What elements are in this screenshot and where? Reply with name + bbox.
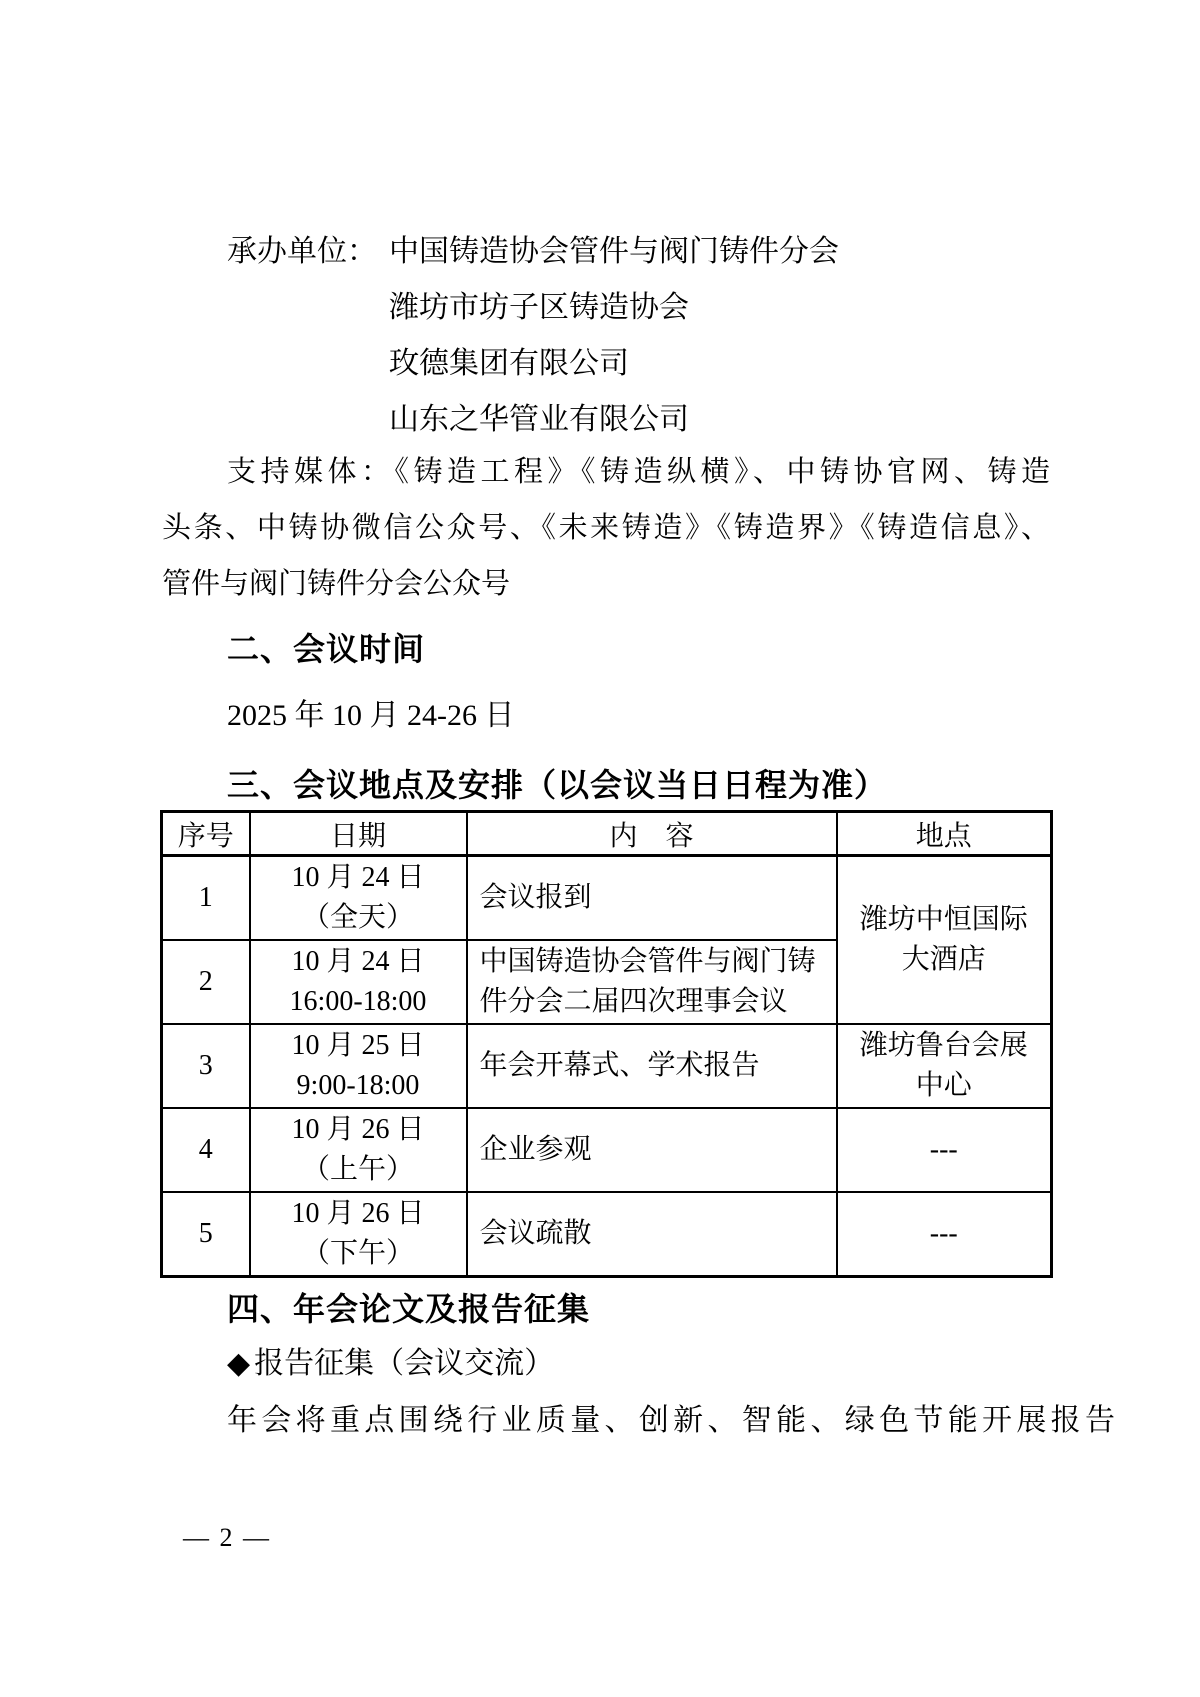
table-row	[162, 856, 1052, 941]
organizer-name: 中国铸造协会管件与阀门铸件分会	[389, 235, 839, 268]
organizer-name: 山东之华管业有限公司	[389, 403, 689, 436]
section-heading-venue: 三、会议地点及安排（以会议当日日程为准）	[227, 767, 888, 803]
cell-date	[250, 1192, 467, 1277]
cell-content	[467, 1024, 837, 1108]
cell-date	[250, 1108, 467, 1192]
cell-date	[250, 856, 467, 941]
organizer-line	[162, 280, 1062, 336]
cell-line: 潍坊中恒国际	[859, 904, 1028, 935]
table-header-row	[162, 812, 1052, 856]
organizer-line	[162, 336, 1062, 392]
cell-date	[250, 1024, 467, 1108]
cell-content	[467, 1192, 837, 1277]
cell-line: ---	[929, 1218, 958, 1249]
col-header-content: 内 容	[467, 812, 837, 856]
organizer-name: 玫德集团有限公司	[389, 347, 629, 380]
cell-line: 10 月 24 日	[291, 862, 425, 893]
organizer-label: 承办单位：	[227, 235, 377, 268]
media-line: 支持媒体：《铸造工程》《铸造纵横》、中铸协官网、铸造	[227, 456, 1050, 488]
cell-no: 5	[162, 1192, 250, 1277]
cell-no: 4	[162, 1108, 250, 1192]
section-heading-time: 二、会议时间	[227, 631, 426, 667]
cell-content	[467, 940, 837, 1024]
cell-venue	[837, 1192, 1052, 1277]
col-header-no: 序号	[162, 812, 250, 856]
cell-line: （全天）	[301, 902, 414, 933]
table-row	[162, 1108, 1052, 1192]
col-header-date: 日期	[250, 812, 467, 856]
cell-line: 中心	[915, 1070, 972, 1101]
cell-line: 10 月 26 日	[291, 1114, 425, 1145]
cell-line: 件分会二届四次理事会议	[479, 986, 788, 1017]
cell-no: 2	[162, 940, 250, 1024]
cell-line: ---	[929, 1134, 958, 1165]
table-row	[162, 1192, 1052, 1277]
cell-line: 10 月 24 日	[291, 946, 425, 977]
table-row	[162, 1024, 1052, 1108]
diamond-bullet-icon: ◆	[227, 1347, 251, 1380]
page-number-footer: — 2 —	[183, 1523, 271, 1552]
report-collection-line	[227, 1342, 554, 1386]
schedule-table	[160, 810, 1053, 1278]
organizer-line	[162, 392, 1062, 448]
meeting-date-text: 2025 年 10 月 24-26 日	[227, 699, 515, 732]
cell-line: 年会开幕式、学术报告	[479, 1050, 760, 1081]
cell-line: 会议疏散	[479, 1218, 592, 1249]
col-header-venue: 地点	[837, 812, 1052, 856]
papers-body-text: 年会将重点围绕行业质量、创新、智能、绿色节能开展报告	[227, 1404, 1115, 1437]
cell-line: 9:00-18:00	[296, 1070, 420, 1101]
organizer-line	[162, 224, 1062, 280]
cell-content	[467, 1108, 837, 1192]
bullet-text: 报告征集（会议交流）	[254, 1347, 555, 1380]
cell-line: （下午）	[301, 1238, 414, 1269]
cell-no: 1	[162, 856, 250, 941]
cell-venue	[837, 1108, 1052, 1192]
section-heading-papers: 四、年会论文及报告征集	[227, 1291, 591, 1327]
cell-line: 10 月 26 日	[291, 1198, 425, 1229]
cell-line: 中国铸造协会管件与阀门铸	[479, 946, 816, 977]
cell-line: 大酒店	[901, 944, 986, 975]
organizer-block	[162, 224, 1062, 448]
cell-venue	[837, 1024, 1052, 1108]
cell-no: 3	[162, 1024, 250, 1108]
cell-date	[250, 940, 467, 1024]
organizer-name: 潍坊市坊子区铸造协会	[389, 291, 689, 324]
cell-line: 10 月 25 日	[291, 1030, 425, 1061]
cell-venue	[837, 856, 1052, 1025]
cell-line: 企业参观	[479, 1134, 592, 1165]
cell-content	[467, 856, 837, 941]
media-line: 管件与阀门铸件分会公众号	[162, 568, 511, 600]
cell-line: 16:00-18:00	[289, 986, 427, 1017]
media-block	[162, 444, 1050, 612]
cell-line: 潍坊鲁台会展	[859, 1030, 1028, 1061]
media-line: 头条、中铸协微信公众号、《未来铸造》《铸造界》《铸造信息》、	[162, 512, 1050, 544]
cell-line: 会议报到	[479, 882, 592, 913]
cell-line: （上午）	[301, 1154, 414, 1185]
